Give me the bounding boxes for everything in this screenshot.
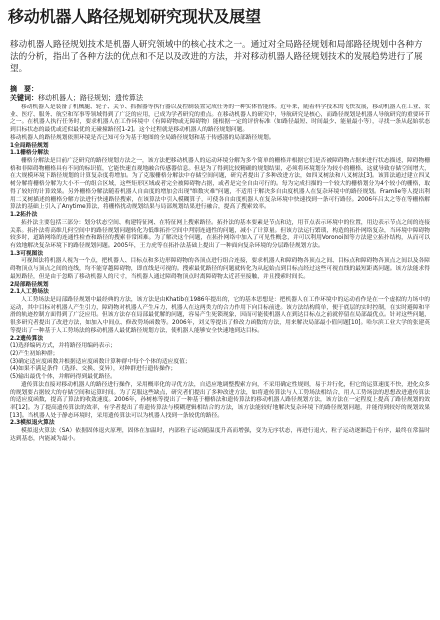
abstract-heading: 摘 要： (10, 85, 38, 93)
section-heading: 1.3可视图法 (10, 250, 44, 257)
abstract (10, 40, 430, 75)
section-heading: 1.1栅格分解法 (10, 150, 49, 157)
section-heading: 2.3模拟退火算法 (10, 420, 55, 427)
paragraph: 人工势场法是局部路径规划中最经典的方法，该方法是由Khatib在1986年提出的，它的基本思想是：把机器人在工作环境中的运动看作是在一个虚拟的力场中的运动，其中目标对机器人产生引力，障碍物对机器人产生斥力，机器人在这两类力的合力作用下向目标前进。该方法结构简单，便于底层的实时控制，在实时避障和平滑的轨迹控制方面得到了广泛应用。但该方法存在局部最优解的问题，容易产生死锁现象，因而可能使机器人在到达目标点之前就停留在局部最优点。针对这些问题，很多研究者提出了改进方法，如加入中间点、修改势场函数等。2006年，刘义等提出了修改力函数的方法，用来解决局部最小值问题[10]。哈尔滨工业大学的张建英等提出了一种基于人工势场法的移动机器人最优路径规划方法，使机器人能够安全快速地到达目标。 (10, 296, 430, 334)
paragraph: 栅格分解法是目前广泛研究的路径规划方法之一，该方法把移动机器人的运动环境分解为多个简单的栅格并根据它们是否被障碍物占据来进行状态描述，障碍物栅格和非障碍物栅格具有不同的标识值，它能快速直观地融合传感器信息。但是为了得到比较精确的规划结果，必须将环境划分为较小的栅格，这就导致存储空间增大，在大规模环境下路径规划的计算复杂度将增加。为了克服栅格分解法中存储空间问题，研究者提出了多种改进方法，如四叉树法和八叉树法[3]。该算法通过建立四叉树分解将栅格分解为大小不一的组合区域，这些矩形区域或者完全被障碍物占据，或者是完全自由可行的。每为完成扫描的一个较大的栅格划分为4个较小的栅格，取得了较好的计算效果。另外栅格分解法随着机器人自由度的增加会出现"维数灾难"问题，不适用于解决多自由度机器人在复杂环境中的路径规划。Framlie等人提出利用二叉树描述的栅格分解方法进行快速路径搜索，在该算法中引入模糊算子，可使各自由度机器人在复杂环境中快速找到一条可行路径。2006年吕太之等在等栅格解算法的基础上引入了Anytime算法，将栅格扰动规划结果与局部规划结果进行融合，提高了搜索效率。 (10, 158, 430, 211)
list-item: (4)如果不满足条件（选择、交换、变异），对种群进行遗传操作； (10, 366, 177, 373)
paragraph: 拓扑法主要包括三部分：划分状态空间、构建特征网、在特征网上搜索路径。拓扑法的基本要素是节点和边，用节点表示环境中的位置，用边表示节点之间的连接关系。拓扑法将高维几何空间中的路径规划问题转化为低维拓扑空间中判别连通性的问题，减小了计算量。但该方法运行繁琐，构造的拓扑网络复杂，当环境中障碍物较多时，道路网络的连通性检查和路径的搜索非常困难。为了解决这个问题，在拓扑网络中加入了可见性概念，并可以利用Voronoi图等方法建立拓扑结构，从而可以有效地解决复杂环境下的路径规划问题。2005年，王力虎等在拓扑法基础上提出了一种面向复杂环境的分层路径规划方法。 (10, 219, 430, 249)
list-item: (5)输出最优个体，并解码得到最优路径。 (10, 374, 116, 381)
paragraph: 移动机器人是装备了机械腿、轮子、关节、抓握器等执行器以及控制装置完成任务的一种实体智能体。近年来，随着科学技术的飞快发展，移动机器人在工业、农业、医疗、服务、航空和军事等领域得到了广泛的应用，已成为学者研究的重点。在移动机器人的研究中，导航研究是核心，而路径规划是机器人导航研究的重要环节之一。在机器人执行任务时，要求机器人在工作环境中（有障碍物或无障碍物）能根据一定的评价标准（如路径最短、时间最少、能量最小等），寻找一条从起始状态到目标状态的最优或近似最优的无碰撞路径[1-2]。这个过程就是移动机器人的路径规划问题。 (10, 104, 430, 134)
document-title: 移动机器人路径规划研究现状及展望 (8, 7, 261, 26)
paragraph: 模拟退火算法（SA）依据固体退火原理，固体在加温时，内部粒子运动随温度升高而增强，变为无序状态，再进行退火，粒子运动逐渐趋于有序，最终在常温时达到基态，内能减为最小。 (10, 428, 430, 442)
section-heading: 1全局路径规划 (10, 142, 49, 149)
section-heading: 2局部路径规划 (10, 281, 49, 288)
keywords-line (10, 93, 143, 103)
list-item: (3)确定适应度函数并根据适应度函数计算种群中每个个体的适应度值； (10, 358, 191, 365)
paragraph: 可视图法将机器人视为一个点，把机器人、目标点和多边形障碍物的各顶点进行组合连接，要求机器人和障碍物各顶点之间、目标点和障碍物各顶点之间以及各障碍物顶点与顶点之间的连线，均不能穿越障碍物，即直线是可视的。搜索最优路径的问题就转化为从起始点到目标点经过这些可视直线的最短距离问题。该方法能求得最短路径，但是由于忽略了移动机器人的尺寸，当机器人通过障碍物顶点时离障碍物太近甚至接触，并且搜索时间长。 (10, 258, 430, 280)
paragraph: 遗传算法直接对移动机器人的路径进行操作，采用概率化的寻优方法，自适应地调整搜索方向，不采用确定性规则，易于并行化，但它的运算速度不快，进化众多的规划要占据较大的存储空间和运算时间。为了克服这些缺点，研究者们提出了多种改进方法，如将遗传算法与人工势场法相结合，用人工势场法的思想改进遗传算法的适应度函数，提高了算法的收敛速度。2006年，孙树栋等提出了一种基于栅格法和遗传算法的移动机器人路径规划方法，该方法在一定程度上提高了路径规划的效率[12]。为了提高遗传算法的效率，有学者提出了将遗传算法与模糊逻辑相结合的方法，该方法能较好地解决复杂环境下的路径规划问题，并能得到较好的规划效果[13]。当机器人处于静态环境时，采用遗传算法可以为机器人找到一条较优的路径。 (10, 381, 430, 419)
keywords-text: 移动机器人；路径规划；遗传算法 (38, 94, 143, 102)
paragraph: 移动机器人的路径规划依照环境是否已知可分为基于地图的全局路径规划和基于传感器的局部路径规划。 (10, 134, 275, 141)
section-heading: 2.2遗传算法 (10, 335, 44, 342)
section-heading: 1.2拓扑法 (10, 212, 38, 219)
abstract-text: 移动机器人路径规划技术是机器人研究领域中的核心技术之一。通过对全局路径规划和局部路径规划中各种方法的分析，指出了各种方法的优点和不足以及改进的方法，并对移动机器人路径规划技术的发展趋势进行了展望。 (10, 40, 423, 74)
list-item: (2)产生初始种群； (10, 351, 59, 357)
keywords-label: 关键词： (10, 94, 38, 102)
list-item: (1)选择编码方式，并将路径用编码表示； (10, 343, 116, 350)
section-heading: 2.1人工势场法 (10, 289, 49, 296)
body-text (10, 104, 430, 618)
